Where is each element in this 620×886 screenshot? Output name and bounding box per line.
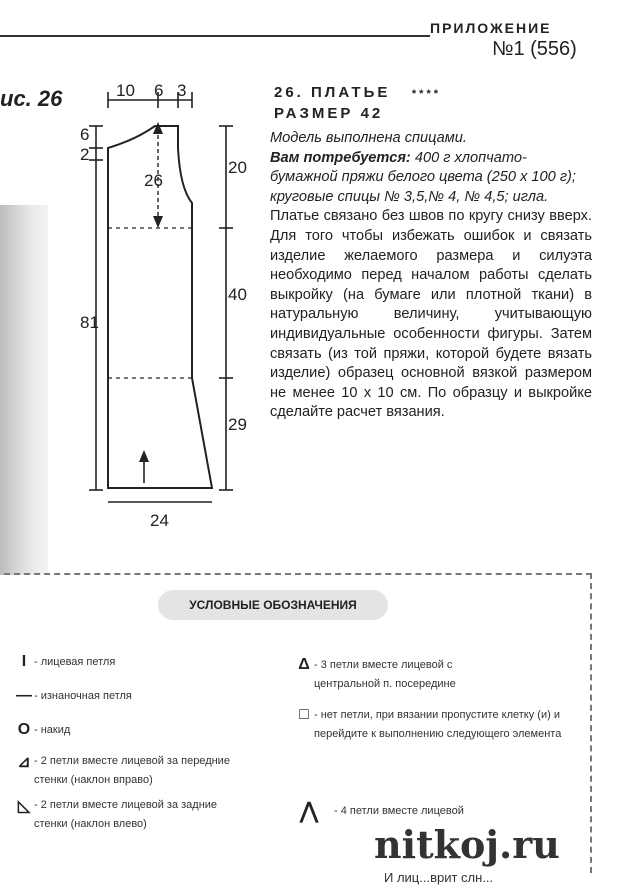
cropped-text: И лиц...врит слн... — [384, 870, 494, 885]
dim-bottom: 24 — [150, 511, 169, 530]
watermark: nitkoj.ru — [374, 822, 560, 867]
model-photo — [0, 205, 48, 575]
k4tog-icon: ⋀ — [299, 798, 319, 823]
dress-pattern-diagram — [80, 78, 270, 538]
dim-total-height: 81 — [80, 313, 99, 332]
issue-number: №1 (556) — [492, 38, 577, 60]
yarn-over-icon: O — [17, 721, 31, 738]
legend-item: ⊿ - 2 петли вместе лицевой за передние стенки (наклон вправо) — [14, 752, 284, 790]
dim-top-a: 10 — [116, 81, 135, 100]
dim-right-b: 40 — [228, 285, 247, 304]
legend-item: Δ - 3 петли вместе лицевой с центральной п. посередине — [294, 656, 586, 694]
dim-left-b: 2 — [80, 145, 90, 164]
legend-item: □ - нет петли, при вязании пропустите клетку (и) и перейдите к выполнению следующего элемента — [294, 706, 586, 744]
instructions-text: Платье связано без швов по кругу снизу вверх. Для того чтобы избежать ошибок и связать изделие желаемого размера и силуэта необходимо перед началом работы сделать выкройку (на бумаге или плотной ткани) в натуральную величину, учитывающую индивидуальные особенности фигуры. Затем связать (из той пряжи, которой будете вязать изделие) образец основной вязкой размером не менее 10 х 10 см. По образцу и выкройке сделайте расчет вязания. — [270, 208, 592, 421]
k3tog-center-icon: Δ — [298, 656, 310, 673]
intro-text: Модель выполнена спицами. — [270, 130, 467, 146]
legend-item: O - накид — [14, 716, 284, 744]
section-title: ПРИЛОЖЕНИЕ — [430, 20, 552, 36]
difficulty-stars: **** — [411, 88, 442, 100]
dim-top-c: 3 — [177, 81, 187, 100]
legend-item: ◺ - 2 петли вместе лицевой за задние стенки (наклон влево) — [14, 796, 284, 834]
model-size: РАЗМЕР 42 — [274, 105, 384, 122]
legend-column-left — [14, 648, 284, 834]
k2tog-left-icon: ◺ — [17, 798, 31, 815]
legend-column-right — [294, 656, 586, 744]
requirements-text: 400 г хлопчато-бумажной пряжи белого цвета (250 х 100 г); круговые спицы № 3,5,№ 4, № 4,5; игла. — [270, 149, 576, 205]
knit-stitch-icon: I — [21, 653, 27, 670]
legend-title: УСЛОВНЫЕ ОБОЗНАЧЕНИЯ — [158, 590, 388, 620]
header-divider — [0, 35, 430, 37]
dim-right-a: 20 — [228, 158, 247, 177]
model-title: 26. ПЛАТЬЕ **** — [274, 84, 442, 101]
requirements-label: Вам потребуется: — [270, 149, 411, 166]
dim-right-c: 29 — [228, 415, 247, 434]
k2tog-right-icon: ⊿ — [17, 754, 31, 771]
figure-label: ис. 26 — [0, 86, 63, 111]
legend-item: ⋀ - 4 петли вместе лицевой — [284, 798, 574, 824]
dim-top-b: 6 — [154, 81, 164, 100]
no-stitch-icon: □ — [299, 706, 309, 723]
dim-left-a: 6 — [80, 125, 90, 144]
article-text — [270, 129, 592, 423]
dim-depth: 26 — [144, 171, 163, 190]
purl-stitch-icon: — — [16, 687, 32, 704]
legend-item: — - изнаночная петля — [16, 687, 132, 704]
legend-item: I - лицевая петля — [14, 648, 284, 676]
